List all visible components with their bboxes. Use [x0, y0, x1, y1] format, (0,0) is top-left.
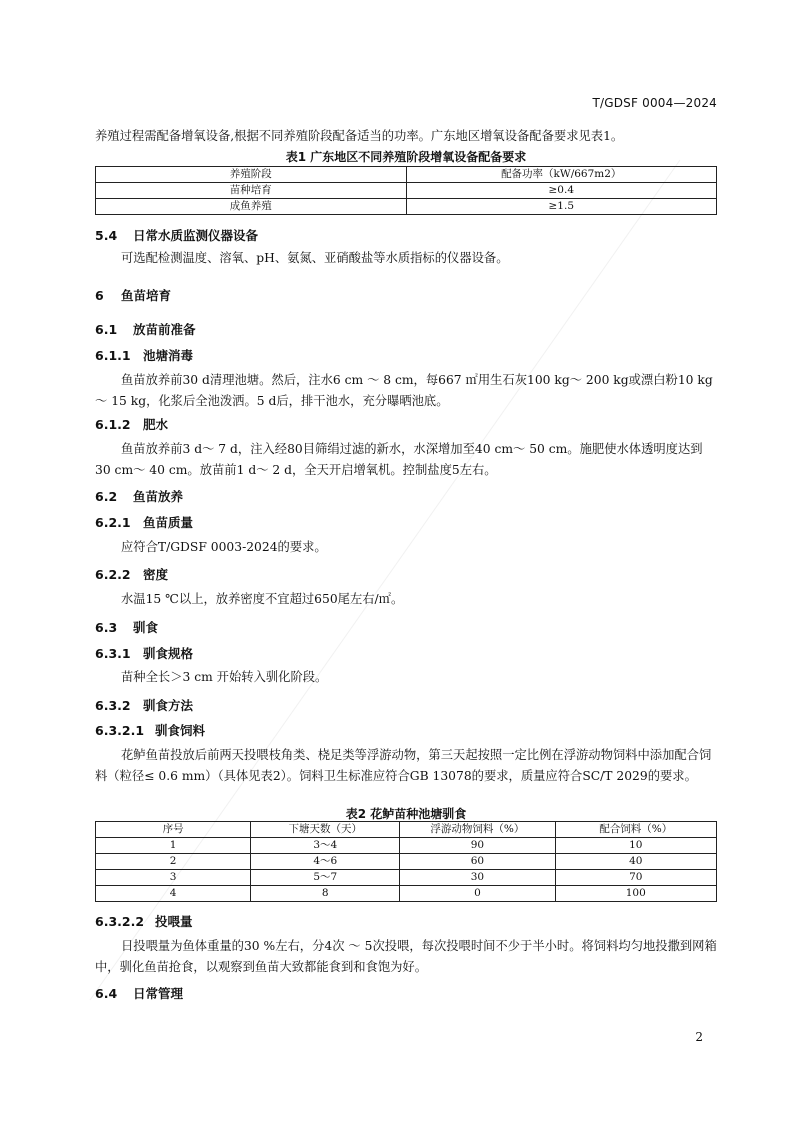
section-paragraph: 可选配检测温度、溶氧、pH、氨氮、亚硝酸盐等水质指标的仪器设备。 — [121, 251, 509, 265]
table-header-cell: 下塘天数（天） — [251, 822, 400, 838]
table-cell: 成鱼养殖 — [96, 199, 407, 215]
section-heading: 6 鱼苗培育 — [95, 288, 172, 303]
table-header-cell: 序号 — [96, 822, 251, 838]
section-paragraph: 花鲈鱼苗投放后前两天投喂枝角类、桡足类等浮游动物，第三天起按照一定比例在浮游动物饲料中添加配合饲料（粒径≤ 0.6 mm）（具体见表2）。饲料卫生标准应符合GB 13078的要求，质量应符合SC/T 2029的要求。 — [95, 748, 712, 783]
section-heading: 6.1.1 池塘消毒 — [95, 348, 194, 363]
table-row — [96, 886, 717, 902]
table-header-cell: 养殖阶段 — [96, 167, 407, 183]
section-heading: 6.2.1 鱼苗质量 — [95, 515, 194, 530]
table-cell: 3～4 — [251, 838, 400, 854]
section-paragraph: 应符合T/GDSF 0003-2024的要求。 — [121, 540, 327, 554]
intro-paragraph: 养殖过程需配备增氧设备,根据不同养殖阶段配备适当的功率。广东地区增氧设备配备要求见表1。 — [95, 129, 624, 143]
table-cell: 0 — [400, 886, 555, 902]
table-cell: 100 — [555, 886, 716, 902]
table-cell: 4 — [96, 886, 251, 902]
table-header-cell: 浮游动物饲料（%） — [400, 822, 555, 838]
table-cell: 60 — [400, 854, 555, 870]
section-paragraph: 鱼苗放养前3 d～ 7 d，注入经80目筛绢过滤的新水，水深增加至40 cm～ 50 cm。施肥使水体透明度达到30 cm～ 40 cm。放苗前1 d～ 2 d，全天开启增氧机。控制盐度5左右。 — [95, 442, 703, 477]
section-heading: 5.4 日常水质监测仪器设备 — [95, 228, 259, 243]
table2 — [95, 821, 717, 902]
table-cell: 2 — [96, 854, 251, 870]
section-heading: 6.3.2.2 投喂量 — [95, 914, 193, 929]
table-row — [96, 199, 717, 215]
table2-caption: 表2 花鲈苗种池塘驯食 — [345, 807, 467, 821]
table-header-cell: 配备功率（kW/667m2） — [406, 167, 717, 183]
section-paragraph: 苗种全长＞3 cm 开始转入驯化阶段。 — [121, 670, 328, 684]
document-id: T/GDSF 0004—2024 — [592, 96, 717, 110]
section-heading: 6.4 日常管理 — [95, 986, 184, 1001]
table-cell: 5～7 — [251, 870, 400, 886]
section-heading: 6.3.2 驯食方法 — [95, 698, 194, 713]
section-heading: 6.3.1 驯食规格 — [95, 646, 194, 661]
section-paragraph: 鱼苗放养前30 d清理池塘。然后，注水6 cm ～ 8 cm，每667 ㎡用生石灰100 kg～ 200 kg或漂白粉10 kg ～ 15 kg，化浆后全池泼洒。5 d后，排干池水，充分曝晒池底。 — [95, 373, 713, 408]
table-cell: 10 — [555, 838, 716, 854]
table-cell: 苗种培育 — [96, 183, 407, 199]
table-row — [96, 870, 717, 886]
table-cell: ≥1.5 — [406, 199, 717, 215]
table-cell: 90 — [400, 838, 555, 854]
table-header-row — [96, 822, 717, 838]
table-cell: 40 — [555, 854, 716, 870]
table-header-row — [96, 167, 717, 183]
table-cell: 3 — [96, 870, 251, 886]
page-number: 2 — [695, 1030, 703, 1044]
section-heading: 6.3 驯食 — [95, 620, 159, 635]
table1 — [95, 166, 717, 215]
section-heading: 6.1.2 肥水 — [95, 417, 169, 432]
table-cell: 4～6 — [251, 854, 400, 870]
section-heading: 6.2.2 密度 — [95, 567, 169, 582]
table-cell: 30 — [400, 870, 555, 886]
table-cell: 8 — [251, 886, 400, 902]
section-heading: 6.3.2.1 驯食饲料 — [95, 723, 206, 738]
table-cell: 1 — [96, 838, 251, 854]
section-paragraph: 水温15 ℃以上，放养密度不宜超过650尾左右/㎡。 — [121, 592, 404, 606]
table-header-cell: 配合饲料（%） — [555, 822, 716, 838]
table-row — [96, 183, 717, 199]
table-cell: 70 — [555, 870, 716, 886]
section-heading: 6.1 放苗前准备 — [95, 322, 196, 337]
section-heading: 6.2 鱼苗放养 — [95, 489, 184, 504]
table-cell: ≥0.4 — [406, 183, 717, 199]
table-row — [96, 854, 717, 870]
section-paragraph: 日投喂量为鱼体重量的30 %左右，分4次 ～ 5次投喂，每次投喂时间不少于半小时。将饲料均匀地投撒到网箱中，驯化鱼苗抢食，以观察到鱼苗大致都能食到和食饱为好。 — [95, 939, 717, 974]
table-row — [96, 838, 717, 854]
table1-caption: 表1 广东地区不同养殖阶段增氧设备配备要求 — [285, 150, 527, 164]
